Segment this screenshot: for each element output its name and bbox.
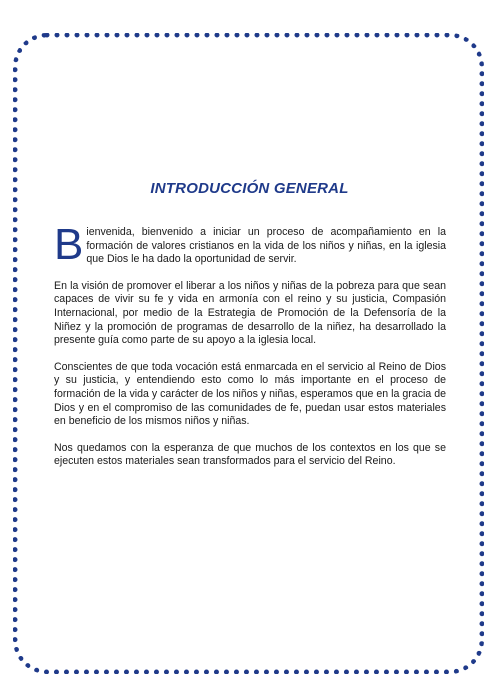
body-paragraph-1: En la visión de promover el liberar a los niños y niñas de la pobreza para que sean capaces de vivir su fe y vida en armonía con el reino y su justicia, Compasión Internacional, por medio de la Estrategia de Promoción de la Defensoría de la Niñez y la promoción de programas de desarrollo de la niñez, ha desarrollado la presente guía como parte de su apoyo a la iglesia local. xyxy=(54,279,446,347)
drop-cap-letter: B xyxy=(54,220,84,269)
body-paragraph-2: Conscientes de que toda vocación está enmarcada en el servicio al Reino de Dios y su justicia, y entendiendo esto como lo más importante en el proceso de formación de la vida y carácter de los niños y niñas, esperamos que en la gracia de Dios y en el compromiso de las comunidades de fe, puedan usar estos materiales en beneficio de los mismos niños y niñas. xyxy=(54,360,446,428)
intro-paragraph xyxy=(54,220,446,269)
section-title: INTRODUCCIÓN GENERAL xyxy=(150,180,349,197)
body-paragraph-3: Nos quedamos con la esperanza de que muchos de los contextos en los que se ejecuten estos materiales sean transformados para el servicio del Reino. xyxy=(54,441,446,468)
document-body xyxy=(54,220,446,482)
intro-text: ienvenida, bienvenido a iniciar un proceso de acompañamiento en la formación de valores cristianos en la vida de los niños y niñas, en la iglesia que Dios le ha dado la oportunidad de servir. xyxy=(86,226,446,266)
